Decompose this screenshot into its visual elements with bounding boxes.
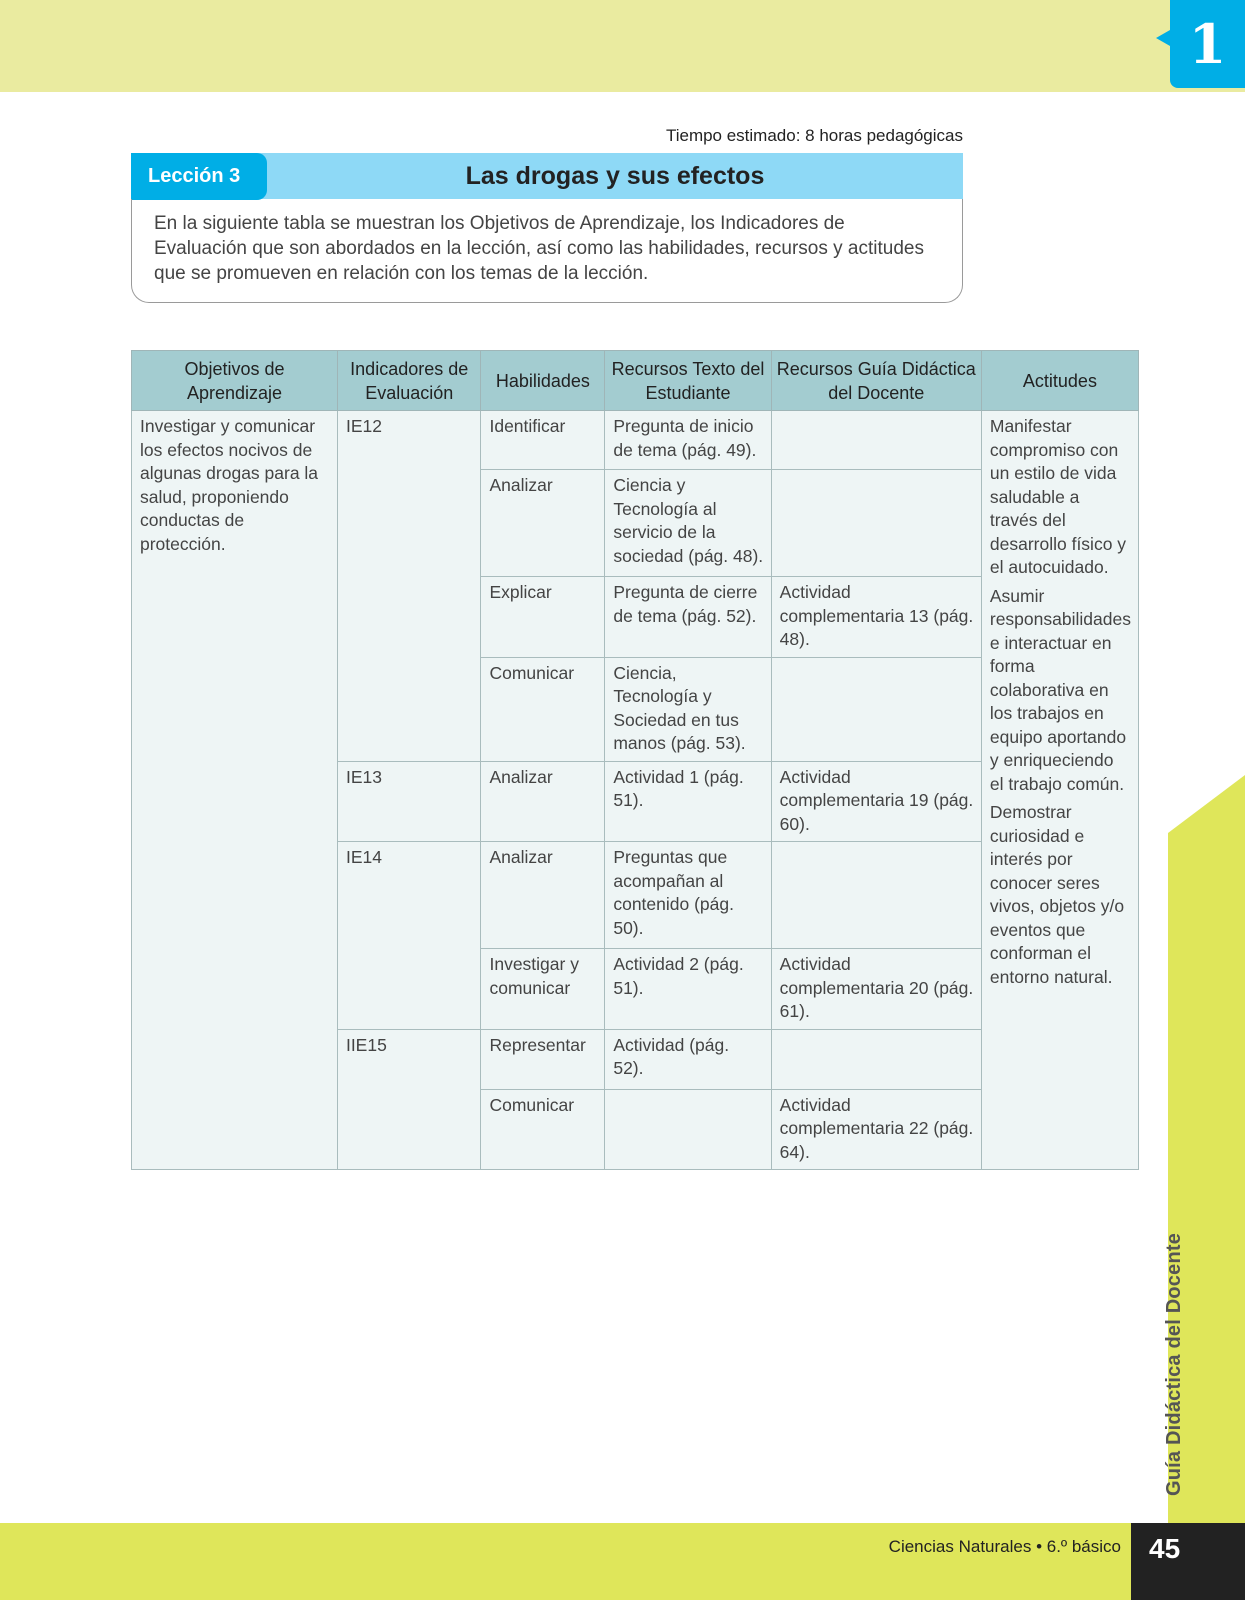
unit-number: 1 <box>1188 12 1227 76</box>
student-resource-cell <box>605 1089 771 1170</box>
header-objectives: Objetivos de Aprendizaje <box>132 351 338 411</box>
attitude-item: Asumir responsabilidades e interactuar en forma colaborativa en los trabajos en equipo aportando y enriqueciendo el trabajo común. <box>989 585 1131 794</box>
indicator-cell: IE14 <box>337 842 481 1030</box>
header-skills: Habilidades <box>481 351 605 411</box>
intro-text: En la siguiente tabla se muestran los Objetivos de Aprendizaje, los Indicadores de Evaluación que son abordados en la lección, así como las habilidades, recursos y actitudes que se promueven en relación con los temas de la lección. <box>131 199 963 303</box>
student-resource-cell: Actividad 1 (pág. 51). <box>605 761 771 842</box>
guide-resource-cell <box>771 657 981 761</box>
skill-cell: Comunicar <box>481 1089 605 1170</box>
page-number: 45 <box>1131 1523 1245 1600</box>
guide-resource-cell: Actividad complementaria 22 (pág. 64). <box>771 1089 981 1170</box>
skill-cell: Identificar <box>481 411 605 470</box>
bottom-band <box>0 1523 1245 1600</box>
guide-resource-cell <box>771 842 981 949</box>
lesson-table <box>131 350 1139 1170</box>
lesson-badge: Lección 3 <box>131 153 267 200</box>
skill-cell: Analizar <box>481 842 605 949</box>
student-resource-cell: Pregunta de cierre de tema (pág. 52). <box>605 577 771 658</box>
skill-cell: Representar <box>481 1029 605 1089</box>
guide-resource-cell: Actividad complementaria 20 (pág. 61). <box>771 949 981 1030</box>
header-student-resources: Recursos Texto del Estudiante <box>605 351 771 411</box>
top-band <box>0 0 1245 92</box>
skill-cell: Explicar <box>481 577 605 658</box>
student-resource-cell: Ciencia y Tecnología al servicio de la sociedad (pág. 48). <box>605 470 771 577</box>
skill-cell: Analizar <box>481 470 605 577</box>
time-estimate: Tiempo estimado: 8 horas pedagógicas <box>665 126 963 145</box>
indicator-cell: IE12 <box>337 411 481 762</box>
guide-resource-cell <box>771 1029 981 1089</box>
attitude-item: Demostrar curiosidad e interés por conocer seres vivos, objetos y/o eventos que conforman el entorno natural. <box>989 802 1125 987</box>
skill-cell: Comunicar <box>481 657 605 761</box>
guide-resource-cell <box>771 470 981 577</box>
indicator-cell: IIE15 <box>337 1029 481 1170</box>
header-indicators: Indicadores de Evaluación <box>337 351 481 411</box>
skill-cell: Investigar y comunicar <box>481 949 605 1030</box>
attitudes-cell <box>981 411 1138 1170</box>
lesson-title: Las drogas y sus efectos <box>465 161 765 190</box>
attitude-item: Manifestar compromiso con un estilo de vida saludable a través del desarrollo físico y el autocuidado. <box>989 416 1127 577</box>
student-resource-cell: Actividad 2 (pág. 51). <box>605 949 771 1030</box>
student-resource-cell: Preguntas que acompañan al contenido (pág. 50). <box>605 842 771 949</box>
unit-tab <box>1170 0 1245 88</box>
student-resource-cell: Pregunta de inicio de tema (pág. 49). <box>605 411 771 470</box>
footer-text: Ciencias Naturales • 6.º básico <box>888 1537 1121 1556</box>
objective-cell: Investigar y comunicar los efectos nocivos de algunas drogas para la salud, proponiendo conductas de protección. <box>132 411 338 1170</box>
unit-tab-notch <box>1156 30 1170 46</box>
table-row <box>132 411 1139 470</box>
header-guide-resources: Recursos Guía Didáctica del Docente <box>771 351 981 411</box>
side-label: Guía Didáctica del Docente <box>1163 1232 1185 1496</box>
student-resource-cell: Actividad (pág. 52). <box>605 1029 771 1089</box>
table-header-row <box>132 351 1139 411</box>
guide-resource-cell: Actividad complementaria 13 (pág. 48). <box>771 577 981 658</box>
guide-resource-cell <box>771 411 981 470</box>
header-attitudes: Actitudes <box>981 351 1138 411</box>
skill-cell: Analizar <box>481 761 605 842</box>
indicator-cell: IE13 <box>337 761 481 842</box>
guide-resource-cell: Actividad complementaria 19 (pág. 60). <box>771 761 981 842</box>
student-resource-cell: Ciencia, Tecnología y Sociedad en tus manos (pág. 53). <box>605 657 771 761</box>
